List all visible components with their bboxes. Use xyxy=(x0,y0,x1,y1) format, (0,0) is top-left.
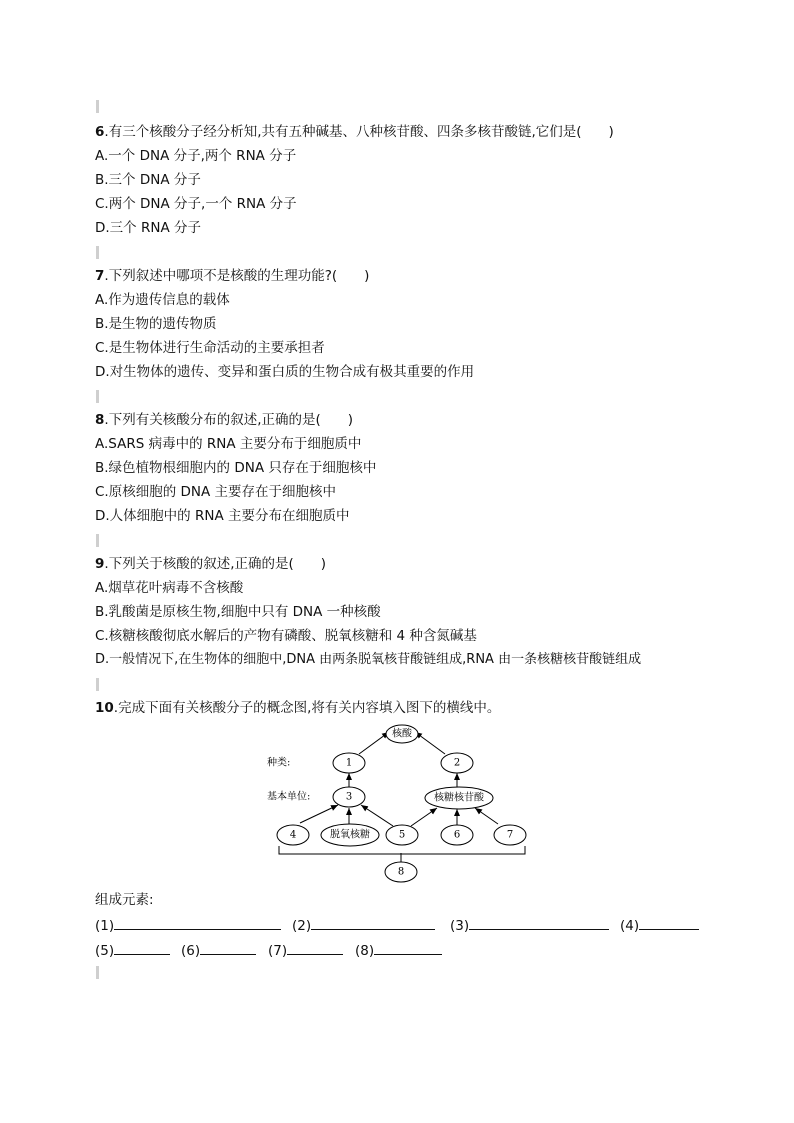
answer-blank-8[interactable] xyxy=(374,940,442,955)
question-9-option-d: D.一般情况下,在生物体的细胞中,DNA 由两条脱氧核苷酸链组成,RNA 由一条核糖核苷酸链组成 xyxy=(95,652,642,667)
question-text: .下列有关核酸分布的叙述,正确的是( ) xyxy=(104,412,354,428)
answer-blank-1[interactable] xyxy=(114,915,281,930)
question-number: 8 xyxy=(95,412,105,428)
node-label: 7 xyxy=(506,829,514,841)
question-7-option-b: B.是生物的遗传物质 xyxy=(95,316,217,332)
nucleic-acid-concept-map xyxy=(262,722,542,886)
question-6-option-d: D.三个 RNA 分子 xyxy=(95,220,201,236)
question-6-option-b: B.三个 DNA 分子 xyxy=(95,172,201,188)
node-label: 核糖核苷酸 xyxy=(434,792,484,804)
blank-label-7: (7) xyxy=(268,943,288,959)
arrow-5-to-rnt xyxy=(411,808,437,826)
arrow-1-to-top xyxy=(359,732,389,754)
blank-label-1: (1) xyxy=(95,918,115,934)
section-separator xyxy=(96,100,99,113)
question-9-option-b: B.乳酸菌是原核生物,细胞中只有 DNA 一种核酸 xyxy=(95,604,381,620)
elements-label: 组成元素: xyxy=(95,892,154,908)
question-8-stem xyxy=(95,411,353,429)
answer-row-7 xyxy=(268,940,343,960)
answer-row-3 xyxy=(450,915,609,935)
node-label: 4 xyxy=(289,829,297,841)
node-label: 8 xyxy=(397,866,405,878)
question-number: 7 xyxy=(95,268,105,284)
question-text: .有三个核酸分子经分析知,共有五种碱基、八种核苷酸、四条多核苷酸链,它们是( ) xyxy=(104,124,614,140)
blank-label-4: (4) xyxy=(620,918,640,934)
answer-row-2 xyxy=(292,915,435,935)
node-label: 3 xyxy=(345,791,353,803)
question-number: 10 xyxy=(95,700,114,716)
question-6-option-a: A.一个 DNA 分子,两个 RNA 分子 xyxy=(95,148,297,164)
answer-row-1 xyxy=(95,915,281,935)
question-10-stem xyxy=(95,699,500,717)
question-9-option-a: A.烟草花叶病毒不含核酸 xyxy=(95,580,244,596)
node-label: 1 xyxy=(345,757,353,769)
arrow-7-to-rnt xyxy=(475,808,498,824)
node-label: 5 xyxy=(398,829,406,841)
question-text: .完成下面有关核酸分子的概念图,将有关内容填入图下的横线中。 xyxy=(113,700,501,716)
question-9-option-c: C.核糖核酸彻底水解后的产物有磷酸、脱氧核糖和 4 种含氮碱基 xyxy=(95,628,477,644)
blank-label-6: (6) xyxy=(181,943,201,959)
node-label: 核酸 xyxy=(392,728,412,740)
answer-blank-6[interactable] xyxy=(200,940,256,955)
answer-blank-5[interactable] xyxy=(114,940,170,955)
question-8-option-c: C.原核细胞的 DNA 主要存在于细胞核中 xyxy=(95,484,337,500)
answer-blank-3[interactable] xyxy=(469,915,609,930)
blank-label-8: (8) xyxy=(355,943,375,959)
blank-label-2: (2) xyxy=(292,918,312,934)
answer-row-4 xyxy=(620,915,699,935)
question-6-stem xyxy=(95,123,614,141)
section-separator xyxy=(96,390,99,403)
question-8-option-b: B.绿色植物根细胞内的 DNA 只存在于细胞核中 xyxy=(95,460,377,476)
answer-blank-2[interactable] xyxy=(311,915,435,930)
row-label-kind: 种类: xyxy=(267,757,291,769)
answer-blank-4[interactable] xyxy=(639,915,699,930)
section-separator xyxy=(96,966,99,979)
arrow-2-to-top xyxy=(415,732,445,754)
question-7-stem xyxy=(95,267,369,285)
question-text: .下列关于核酸的叙述,正确的是( ) xyxy=(104,556,327,572)
answer-row-8 xyxy=(355,940,442,960)
answer-row-5 xyxy=(95,940,170,960)
section-separator xyxy=(96,678,99,691)
blank-label-3: (3) xyxy=(450,918,470,934)
answer-blank-7[interactable] xyxy=(287,940,343,955)
question-number: 6 xyxy=(95,124,105,140)
row-label-unit: 基本单位: xyxy=(267,791,311,803)
question-6-option-c: C.两个 DNA 分子,一个 RNA 分子 xyxy=(95,196,297,212)
answer-row-6 xyxy=(181,940,256,960)
question-7-option-a: A.作为遗传信息的载体 xyxy=(95,292,230,308)
blank-label-5: (5) xyxy=(95,943,115,959)
question-text: .下列叙述中哪项不是核酸的生理功能?( ) xyxy=(104,268,370,284)
section-separator xyxy=(96,246,99,259)
node-label: 6 xyxy=(453,829,461,841)
question-7-option-c: C.是生物体进行生命活动的主要承担者 xyxy=(95,340,325,356)
question-8-option-d: D.人体细胞中的 RNA 主要分布在细胞质中 xyxy=(95,508,350,524)
question-7-option-d: D.对生物体的遗传、变异和蛋白质的生物合成有极其重要的作用 xyxy=(95,364,475,380)
question-number: 9 xyxy=(95,556,105,572)
arrow-4-to-3 xyxy=(300,805,338,823)
question-8-option-a: A.SARS 病毒中的 RNA 主要分布于细胞质中 xyxy=(95,436,362,452)
brace-bracket xyxy=(279,846,525,854)
section-separator xyxy=(96,534,99,547)
node-label: 脱氧核糖 xyxy=(330,829,370,841)
node-label: 2 xyxy=(453,757,461,769)
arrow-5-to-3 xyxy=(361,805,393,826)
question-9-stem xyxy=(95,555,326,573)
